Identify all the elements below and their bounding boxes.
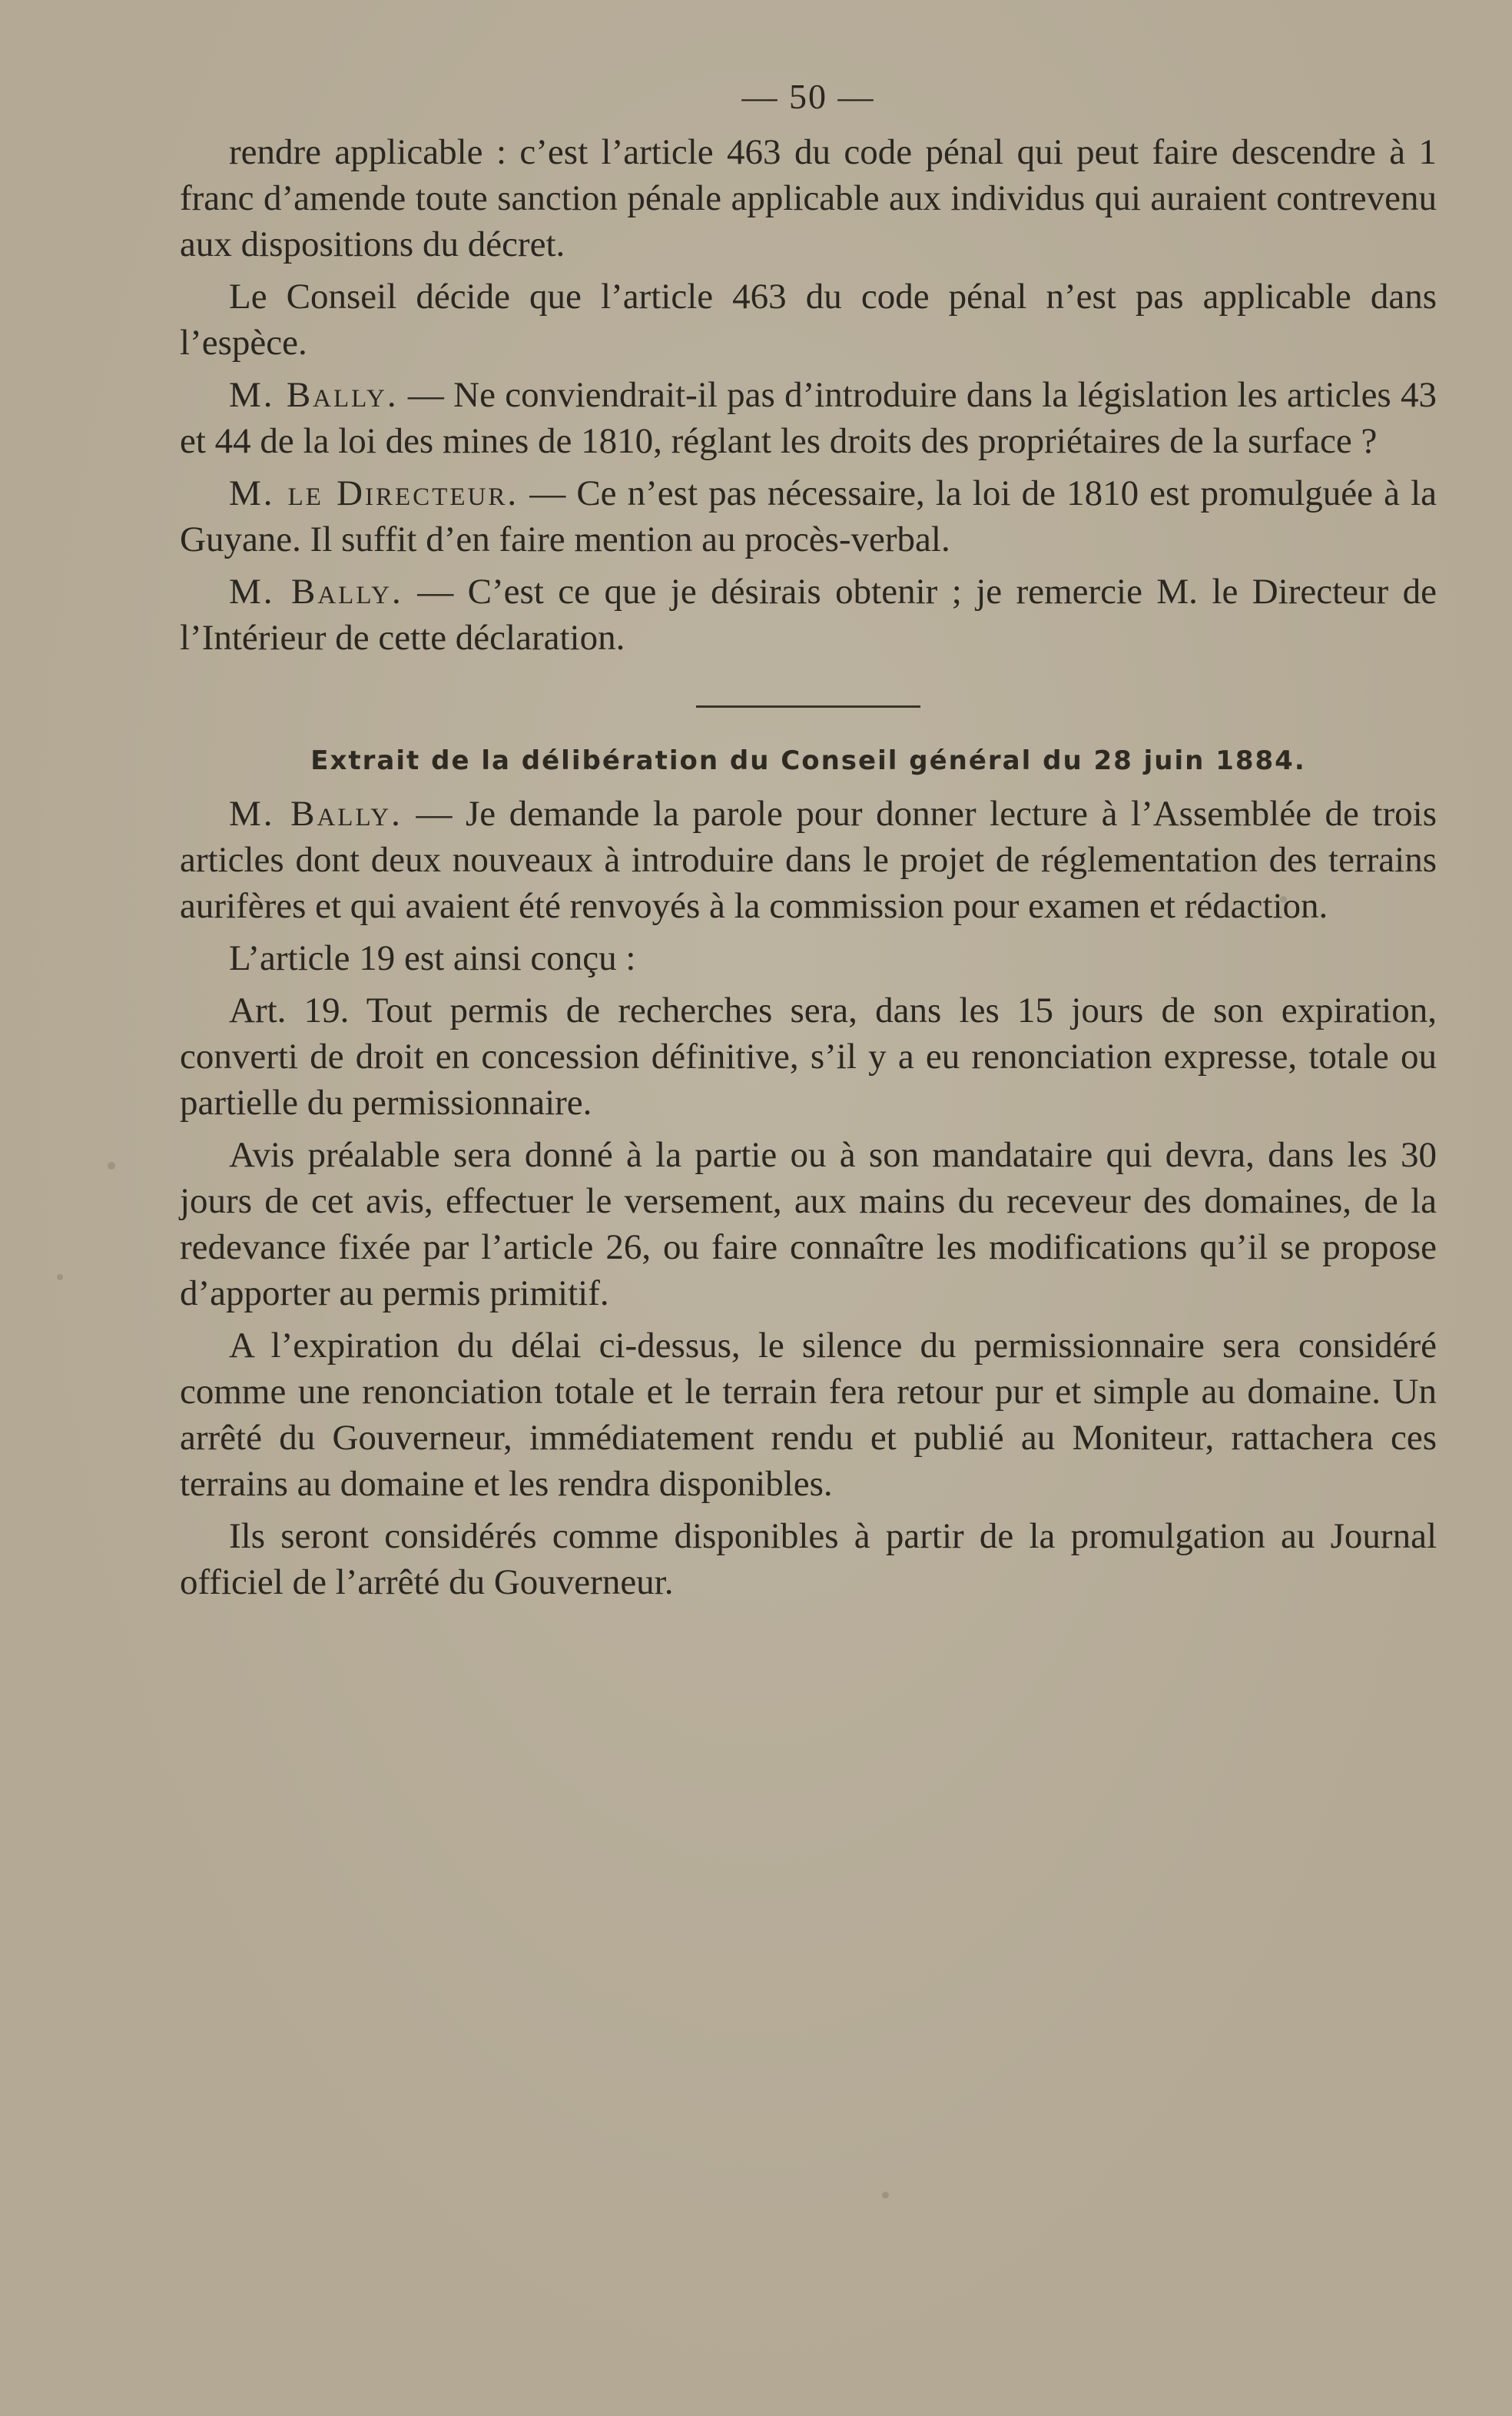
dialogue-paragraph: [180, 470, 1437, 563]
speaker-name: M. Bally.: [229, 375, 399, 415]
speech-text: — C’est ce que je désirais obtenir ; je remercie M. le Directeur de l’Intérieur de cette déclaration.: [180, 572, 1437, 658]
paragraph: Ils seront considérés comme disponibles à partir de la promulgation au Journal officiel de l’arrêté du Gouverneur.: [180, 1516, 1437, 1602]
paragraph: Art. 19. Tout permis de recherches sera, dans les 15 jours de son expiration, converti de droit en concession définitive, s’il y a eu renonciation expresse, totale ou partielle du permissionnaire.: [180, 991, 1437, 1123]
paper-spot: [882, 2192, 889, 2199]
paragraph: Avis préalable sera donné à la partie ou à son mandataire qui devra, dans les 30 jours de cet avis, effectuer le versement, aux mains du receveur des domaines, de la redevance fixée par l’article 26, ou faire connaître les modifications qu’il se propose d’apporter au permis primitif.: [180, 1135, 1437, 1313]
paragraph: A l’expiration du délai ci-dessus, le silence du permissionnaire sera considéré comme une renonciation totale et le terrain fera retour pur et simple au domaine. Un arrêté du Gouverneur, immédiatement rendu et publié au Moniteur, rattachera ces terrains au domaine et les rendra disponibles.: [180, 1326, 1437, 1504]
paper-spot: [108, 1162, 115, 1170]
dialogue-paragraph: [180, 791, 1437, 929]
page-text: [180, 74, 1437, 1611]
speaker-name: M. Bally.: [229, 572, 403, 612]
speech-text: — Ne conviendrait-il pas d’introduire dans la législation les articles 43 et 44 de la loi des mines de 1810, réglant les droits des propriétaires de la surface ?: [180, 375, 1437, 461]
speech-text: — Ce n’est pas nécessaire, la loi de 1810 est promulguée à la Guyane. Il suffit d’en faire mention au procès-verbal.: [180, 473, 1437, 559]
speech-text: — Je demande la parole pour donner lecture à l’Assemblée de trois articles dont deux nouveaux à introduire dans le projet de réglementation des terrains aurifères et qui avaient été renvoyés à la commission pour examen et rédaction.: [180, 794, 1437, 926]
dialogue-paragraph: [180, 372, 1437, 464]
paper-spot: [57, 1274, 63, 1280]
section-title: Extrait de la délibération du Conseil général du 28 juin 1884.: [310, 745, 1306, 776]
paragraph: L’article 19 est ainsi conçu :: [229, 938, 636, 978]
dialogue-paragraph: [180, 569, 1437, 661]
speaker-name: M. le Directeur.: [229, 473, 519, 513]
paragraph: rendre applicable : c’est l’article 463 du code pénal qui peut faire descendre à 1 franc d’amende toute sanction pénale applicable aux individus qui auraient contrevenu aux dispositions du décret.: [180, 132, 1437, 264]
page-number: — 50 —: [741, 77, 875, 116]
paragraph: Le Conseil décide que l’article 463 du code pénal n’est pas applicable dans l’espèce.: [180, 277, 1437, 363]
section-divider: [696, 705, 920, 708]
speaker-name: M. Bally.: [229, 794, 403, 834]
